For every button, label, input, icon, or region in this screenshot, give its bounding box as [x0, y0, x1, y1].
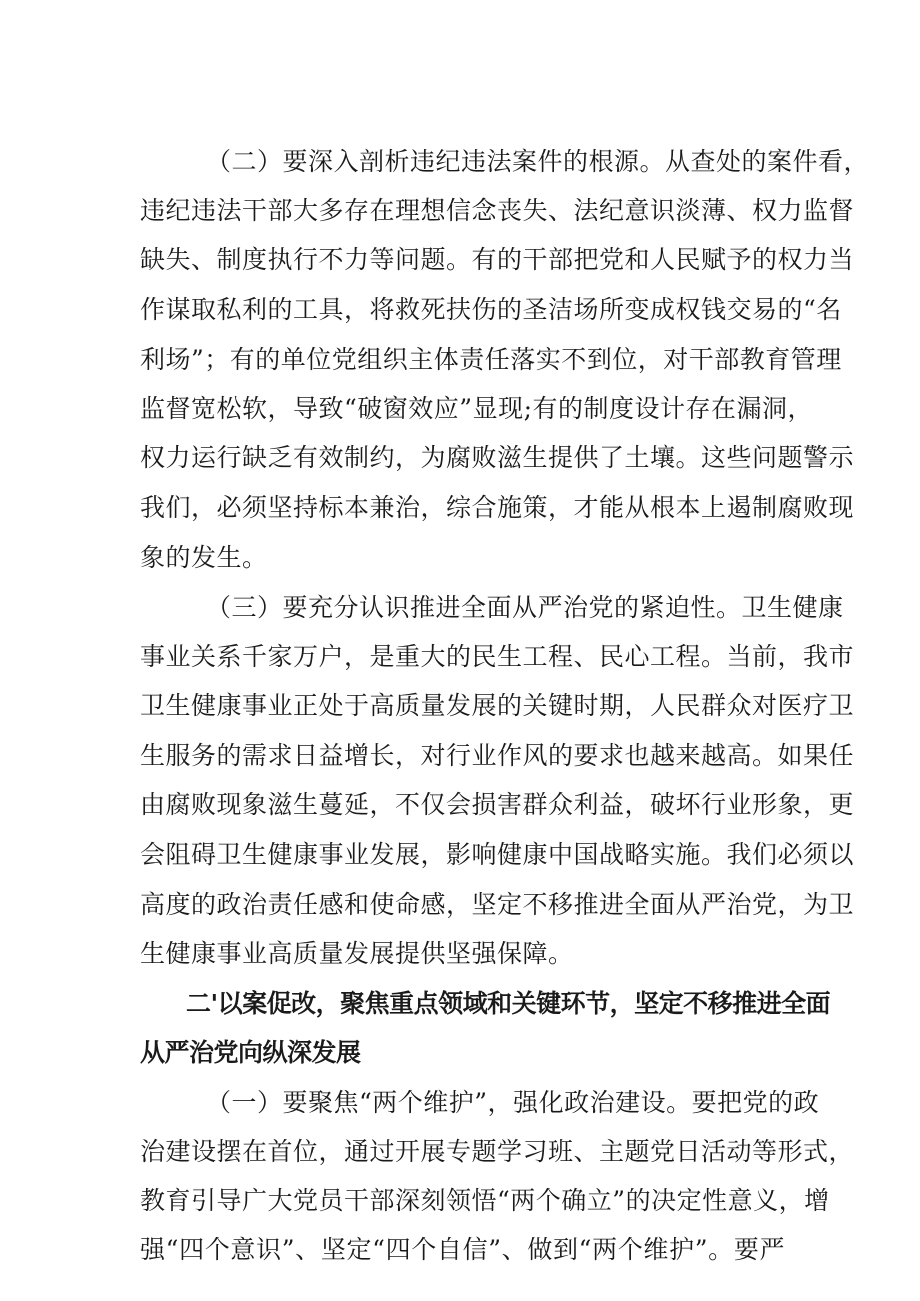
paragraph-line: 高度的政治责任感和使命感，坚定不移推进全面从严治党，为卫 [140, 890, 855, 919]
paragraph-line: 会阻碍卫生健康事业发展，影响健康中国战略实施。我们必须以 [140, 840, 855, 869]
paragraph-line: 教育引导广大党员干部深刻领悟“两个确立”的决定性意义，增 [140, 1186, 830, 1215]
paragraph-line: 强“四个意识”、坚定“四个自信”、做到“两个维护”。要严 [140, 1235, 785, 1264]
paragraph-line: 生服务的需求日益增长，对行业作风的要求也越来越高。如果任 [140, 741, 855, 770]
paragraph-line: 权力运行缺乏有效制约，为腐败滋生提供了土壤。这些问题警示 [140, 443, 855, 472]
paragraph-line: 缺失、制度执行不力等问题。有的干部把党和人民赋予的权力当 [140, 245, 855, 274]
paragraph-line: 作谋取私利的工具，将救死扶伤的圣洁场所变成权钱交易的“名 [140, 295, 842, 324]
paragraph-line: 生健康事业高质量发展提供坚强保障。 [140, 939, 574, 968]
paragraph-line: 卫生健康事业正处于高质量发展的关键时期，人民群众对医疗卫 [140, 691, 855, 720]
paragraph-line: 利场”；有的单位党组织主体责任落实不到位，对干部教育管理 [140, 345, 842, 374]
paragraph-line: 违纪违法干部大多存在理想信念丧失、法纪意识淡薄、权力监督 [140, 196, 855, 225]
paragraph-line: 事业关系千家万户，是重大的民生工程、民心工程。当前，我市 [140, 642, 855, 671]
paragraph-line: （二）要深入剖析违纪违法案件的根源。从查处的案件看， [206, 147, 870, 176]
paragraph-line: 治建设摆在首位，通过开展专题学习班、主题党日活动等形式， [140, 1137, 855, 1166]
paragraph-line: 象的发生。 [140, 543, 268, 572]
paragraph-line: 由腐败现象滋生蔓延，不仅会损害群众利益，破坏行业形象，更 [140, 790, 855, 819]
paragraph-line: （三）要充分认识推进全面从严治党的紧迫性。卫生健康 [206, 593, 844, 622]
paragraph-line: （一）要聚焦“两个维护”，强化政治建设。要把党的政 [206, 1088, 820, 1117]
section-heading-continued: 从严治党向纵深发展 [140, 1038, 361, 1067]
paragraph-line: 监督宽松软，导致“破窗效应”显现;有的制度设计存在漏洞， [140, 394, 813, 423]
section-heading: 二'以案促改，聚焦重点领域和关键环节，坚定不移推进全面 [186, 989, 831, 1018]
paragraph-line: 我们，必须坚持标本兼治，综合施策，才能从根本上遏制腐败现 [140, 493, 855, 522]
